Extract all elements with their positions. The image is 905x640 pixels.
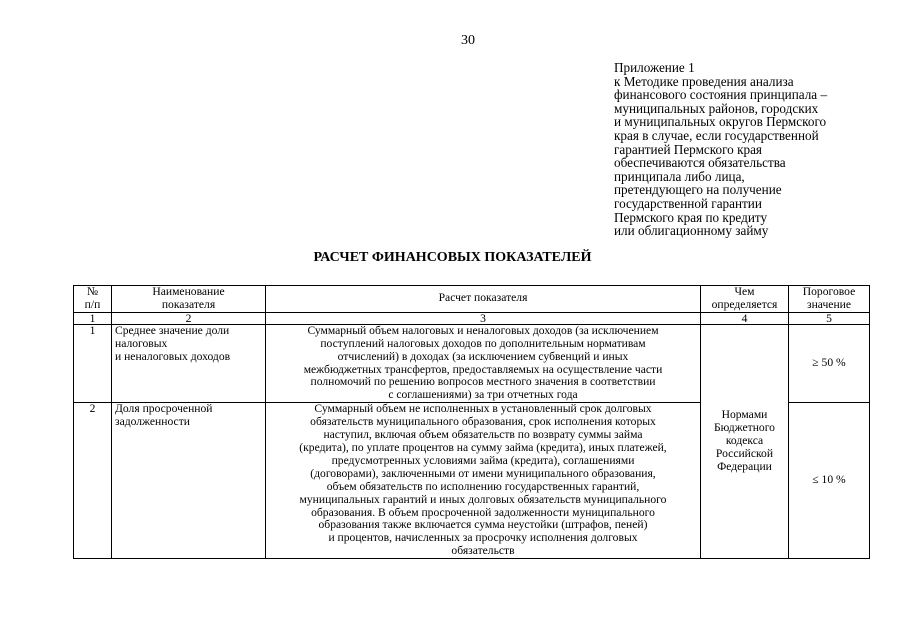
calculation-line: полномочий по решению вопросов местного значения в соответствии (310, 375, 656, 389)
indicator-calculation (266, 403, 701, 559)
calculation-line: Суммарный объем не исполненных в установленный срок долговых (314, 402, 652, 416)
indicator-calculation (266, 324, 701, 402)
table-row (74, 324, 870, 402)
column-index: 1 (74, 312, 112, 324)
calculation-line: отчислений) в доходах (за исключением субвенций и иных (337, 349, 629, 363)
header-num-line: № (86, 285, 99, 298)
header-how-line: Чем (734, 285, 755, 298)
column-index: 3 (266, 312, 701, 324)
appendix-note (614, 61, 884, 238)
calculation-line: наступил, включая объем обязательств по возврату суммы займа (323, 428, 643, 442)
appendix-line: и муниципальных округов Пермского (614, 114, 827, 130)
header-name (112, 286, 266, 313)
calculation-line: Суммарный объем налоговых и неналоговых доходов (за исключением (307, 323, 659, 337)
threshold-value: ≤ 10 % (789, 403, 870, 559)
table-header-row (74, 286, 870, 313)
indicator-name (112, 403, 266, 559)
calculation-line: (договорами), заключенными от имени муниципального образования, (310, 466, 656, 480)
calculation-line: поступлений налоговых доходов по дополнительным нормативам (320, 336, 646, 350)
column-index: 4 (701, 312, 789, 324)
determined-by-line: Бюджетного (714, 421, 775, 435)
header-num (74, 286, 112, 313)
header-threshold-line: Пороговое (802, 285, 856, 298)
header-threshold-line: значение (807, 297, 851, 311)
appendix-line: претендующего на получение (614, 182, 782, 198)
header-determined-by (701, 286, 789, 313)
header-name-line: Наименование (152, 285, 225, 298)
threshold-value: ≥ 50 % (789, 324, 870, 402)
calculation-line: образования также включается сумма неустойки (штрафов, пеней) (318, 518, 648, 532)
appendix-line: Приложение 1 (614, 60, 695, 75)
column-index-row (74, 312, 870, 324)
calculation-line: образования. В объем просроченной задолженности муниципального (311, 505, 655, 519)
calculation-line: обязательств (451, 544, 515, 558)
calculation-line: и процентов, начисленных за просрочку исполнения долговых (328, 531, 638, 545)
appendix-line: принципала либо лица, (614, 168, 745, 184)
calculation-line: межбюджетных трансфертов, предоставляемых на осуществление части (303, 362, 663, 376)
appendix-line: Пермского края по кредиту (614, 209, 768, 225)
appendix-line: государственной гарантии (614, 195, 762, 211)
determined-by-line: Российской (715, 446, 774, 460)
row-number: 1 (74, 324, 112, 402)
appendix-line: к Методике проведения анализа (614, 73, 794, 89)
calculation-line: (кредита), по уплате процентов на сумму займа (кредита), иных платежей, (299, 440, 667, 454)
calculation-line: обязательств муниципального образования, срок исполнения которых (310, 415, 656, 429)
header-threshold (789, 286, 870, 313)
indicator-name-line: Доля просроченной (115, 402, 213, 416)
appendix-line: финансового состояния принципала – (614, 87, 828, 103)
column-index: 2 (112, 312, 266, 324)
indicator-name-line: Среднее значение доли (115, 323, 230, 337)
document-title: РАСЧЕТ ФИНАНСОВЫХ ПОКАЗАТЕЛЕЙ (313, 250, 592, 265)
header-num-line: п/п (84, 297, 101, 311)
appendix-line: или облигационному займу (614, 223, 769, 239)
indicator-name-line: налоговых (115, 336, 168, 350)
row-number: 2 (74, 403, 112, 559)
calculation-line: муниципальных гарантий и иных долговых обязательств муниципального (299, 492, 667, 506)
determined-by-line: Федерации (717, 459, 772, 473)
column-index: 5 (789, 312, 870, 324)
indicator-name-line: задолженности (115, 415, 190, 429)
determined-by (701, 324, 789, 558)
determined-by-line: Нормами (721, 408, 768, 422)
appendix-line: края в случае, если государственной (614, 127, 819, 143)
financial-indicators-table (73, 285, 870, 559)
appendix-line: гарантией Пермского края (614, 141, 762, 157)
appendix-line: обеспечиваются обязательства (614, 155, 786, 171)
appendix-line: муниципальных районов, городских (614, 100, 819, 116)
calculation-line: объем обязательств по исполнению государственных гарантий, (326, 479, 640, 493)
determined-by-line: кодекса (725, 434, 764, 448)
indicator-name (112, 324, 266, 402)
indicator-name-line: и неналоговых доходов (115, 349, 231, 363)
header-name-line: показателя (161, 297, 216, 311)
calculation-line: предусмотренных условиями займа (кредита), соглашениями (331, 453, 635, 467)
page-number: 30 (461, 33, 475, 48)
header-how-line: определяется (711, 297, 778, 311)
calculation-line: с соглашениями) за три отчетных года (388, 388, 578, 402)
header-calc: Расчет показателя (266, 286, 701, 313)
